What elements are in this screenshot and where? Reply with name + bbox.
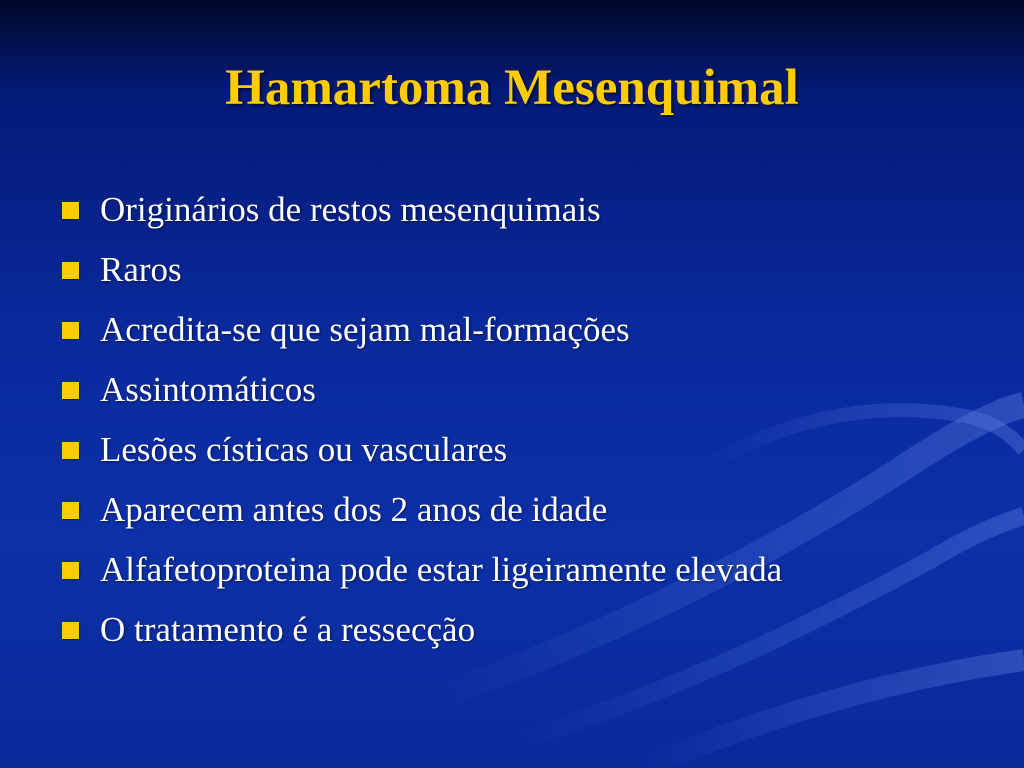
bullet-text: Raros xyxy=(100,250,182,289)
square-bullet-icon xyxy=(62,262,79,279)
list-item xyxy=(62,180,782,240)
bullet-text: Acredita-se que sejam mal-formações xyxy=(100,310,630,349)
slide-title: Hamartoma Mesenquimal xyxy=(225,60,799,116)
square-bullet-icon xyxy=(62,622,79,639)
list-item xyxy=(62,240,782,300)
list-item xyxy=(62,480,782,540)
list-item xyxy=(62,600,782,660)
square-bullet-icon xyxy=(62,562,79,579)
square-bullet-icon xyxy=(62,442,79,459)
list-item xyxy=(62,360,782,420)
square-bullet-icon xyxy=(62,382,79,399)
list-item xyxy=(62,540,782,600)
square-bullet-icon xyxy=(62,322,79,339)
list-item xyxy=(62,300,782,360)
bullet-text: Originários de restos mesenquimais xyxy=(100,190,601,229)
list-item xyxy=(62,420,782,480)
square-bullet-icon xyxy=(62,502,79,519)
bullet-text: Assintomáticos xyxy=(100,370,316,409)
bullet-text: Lesões císticas ou vasculares xyxy=(100,430,508,469)
bullet-text: Aparecem antes dos 2 anos de idade xyxy=(100,490,608,529)
square-bullet-icon xyxy=(62,202,79,219)
bullet-text: Alfafetoproteina pode estar ligeiramente elevada xyxy=(100,550,783,589)
bullet-text: O tratamento é a ressecção xyxy=(100,610,476,649)
bullet-list xyxy=(62,180,782,660)
